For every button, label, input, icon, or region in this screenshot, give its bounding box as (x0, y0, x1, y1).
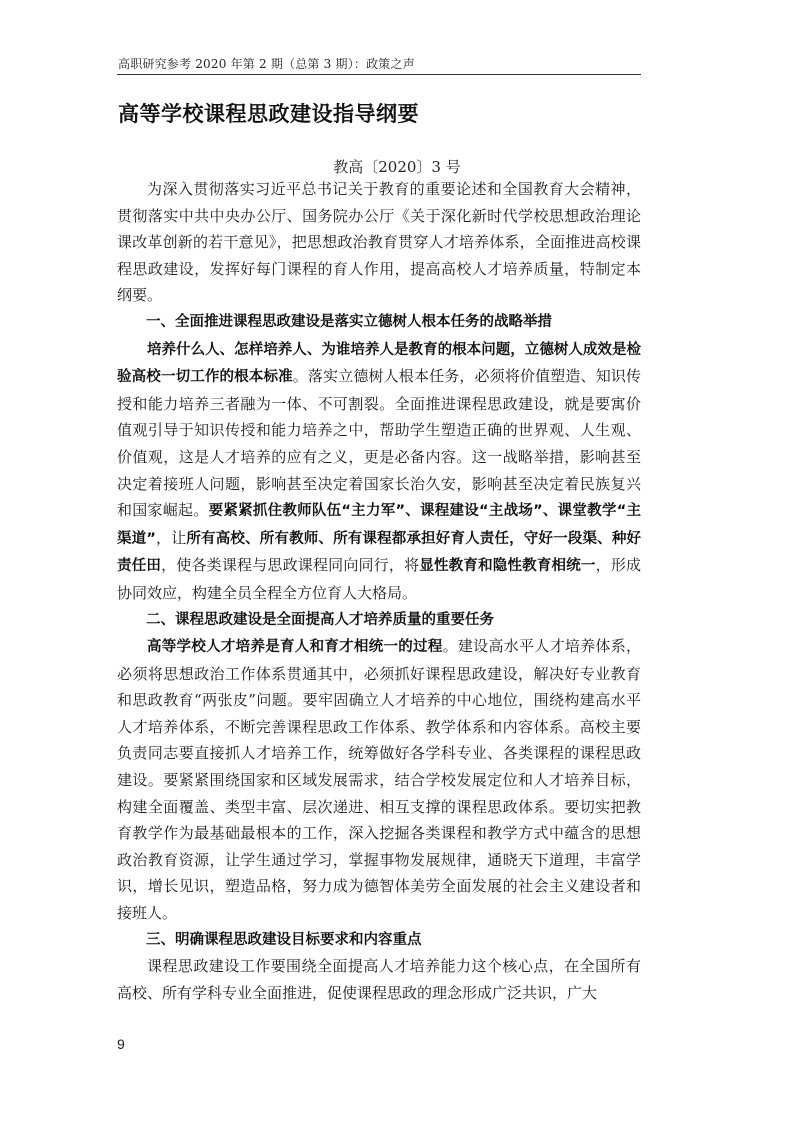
bold-emphasis: 高等学校人才培养是育人和育才相统一的过程 (147, 639, 443, 656)
document-title: 高等学校课程思政建设指导纲要 (118, 102, 419, 126)
bold-emphasis: 要紧紧抓住教师队伍“主力军”、课程建设“主战场”、课堂教学“主渠道” (117, 503, 641, 547)
bold-emphasis: 培养什么人、怎样培养人、为谁培养人是教育的根本问题，立德树人成效是检验高校一切工作的根本标准 (117, 341, 641, 386)
bold-emphasis: 显性教育和隐性教育相统一 (419, 558, 596, 575)
section-3-paragraph: 课程思政建设工作要围绕全面提高人才培养能力这个核心点，在全国所有高校、所有学科专业全面推进，促使课程思政的理念形成广泛共识，广大 (117, 957, 641, 1002)
running-header: 高职研究参考 2020 年第 2 期（总第 3 期）：政策之声 (118, 57, 415, 71)
section-1-heading: 一、全面推进课程思政建设是落实立德树人根本任务的战略举措 (146, 313, 552, 330)
section-2-heading: 二、课程思政建设是全面提高人才培养质量的重要任务 (146, 611, 494, 628)
document-number: 教高〔2020〕3 号 (333, 158, 461, 176)
body-text-run: ，形成协同效应，构建全员全程全方位育人大格局。 (117, 556, 642, 602)
intro-paragraph: 为深入贯彻落实习近平总书记关于教育的重要论述和全国教育大会精神，贯彻落实中共中央办公厅、国务院办公厅《关于深化新时代学校思想政治理论课改革创新的若干意见》，把思想政治教育贯穿人才培养体系，全面推进高校课程思政建设，发挥好每门课程的育人作用，提高高校人才培养质量，特制定本纲要。 (117, 180, 641, 305)
body-text-run: ，让 (155, 528, 187, 547)
header-rule (117, 74, 641, 75)
document-body (117, 176, 641, 1006)
bold-emphasis: 所有高校、所有教师、所有课程都承担好育人责任，守好一段渠、种好责任田 (117, 530, 641, 575)
body-text-run: 。建设高水平人才培养体系，必须将思想政治工作体系贯通其中，必须抓好课程思政建设，解决好专业教育和思政教育“两张皮”问题。要牢固确立人才培养的中心地位，围绕构建高水平人才培养体系，不断完善课程思政工作体系、教学体系和内容体系。高校主要负责同志要直接抓人才培养工作，统筹做好各学科专业、各类课程的课程思政建设。要紧紧围绕国家和区域发展需求，结合学校发展定位和人才培养目标，构建全面覆盖、类型丰富、层次递进、相互支撑的课程思政体系。要切实把教育教学作为最基础最根本的工作，深入挖掘各类课程和教学方式中蕴含的思想政治教育资源，让学生通过学习，掌握事物发展规律，通晓天下道理，丰富学识，增长见识，塑造品格，努力成为德智体美劳全面发展的社会主义建设者和接班人。 (117, 637, 641, 923)
section-3-heading: 三、明确课程思政建设目标要求和内容重点 (146, 931, 422, 948)
page-number: 9 (117, 1036, 125, 1052)
body-text-run: 。落实立德树人根本任务，必须将价值塑造、知识传授和能力培养三者融为一体、不可割裂。全面推进课程思政建设，就是要寓价值观引导于知识传授和能力培养之中，帮助学生塑造正确的世界观、人生观、价值观，这是人才培养的应有之义，更是必备内容。这一战略举措，影响甚至决定着接班人问题，影响甚至决定着国家长治久安，影响甚至决定着民族复兴和国家崛起。 (117, 367, 641, 520)
section-1-paragraph (117, 336, 641, 607)
body-text-run: ，使各类课程与思政课程同向同行，将 (161, 556, 420, 575)
section-2-paragraph (117, 633, 641, 927)
